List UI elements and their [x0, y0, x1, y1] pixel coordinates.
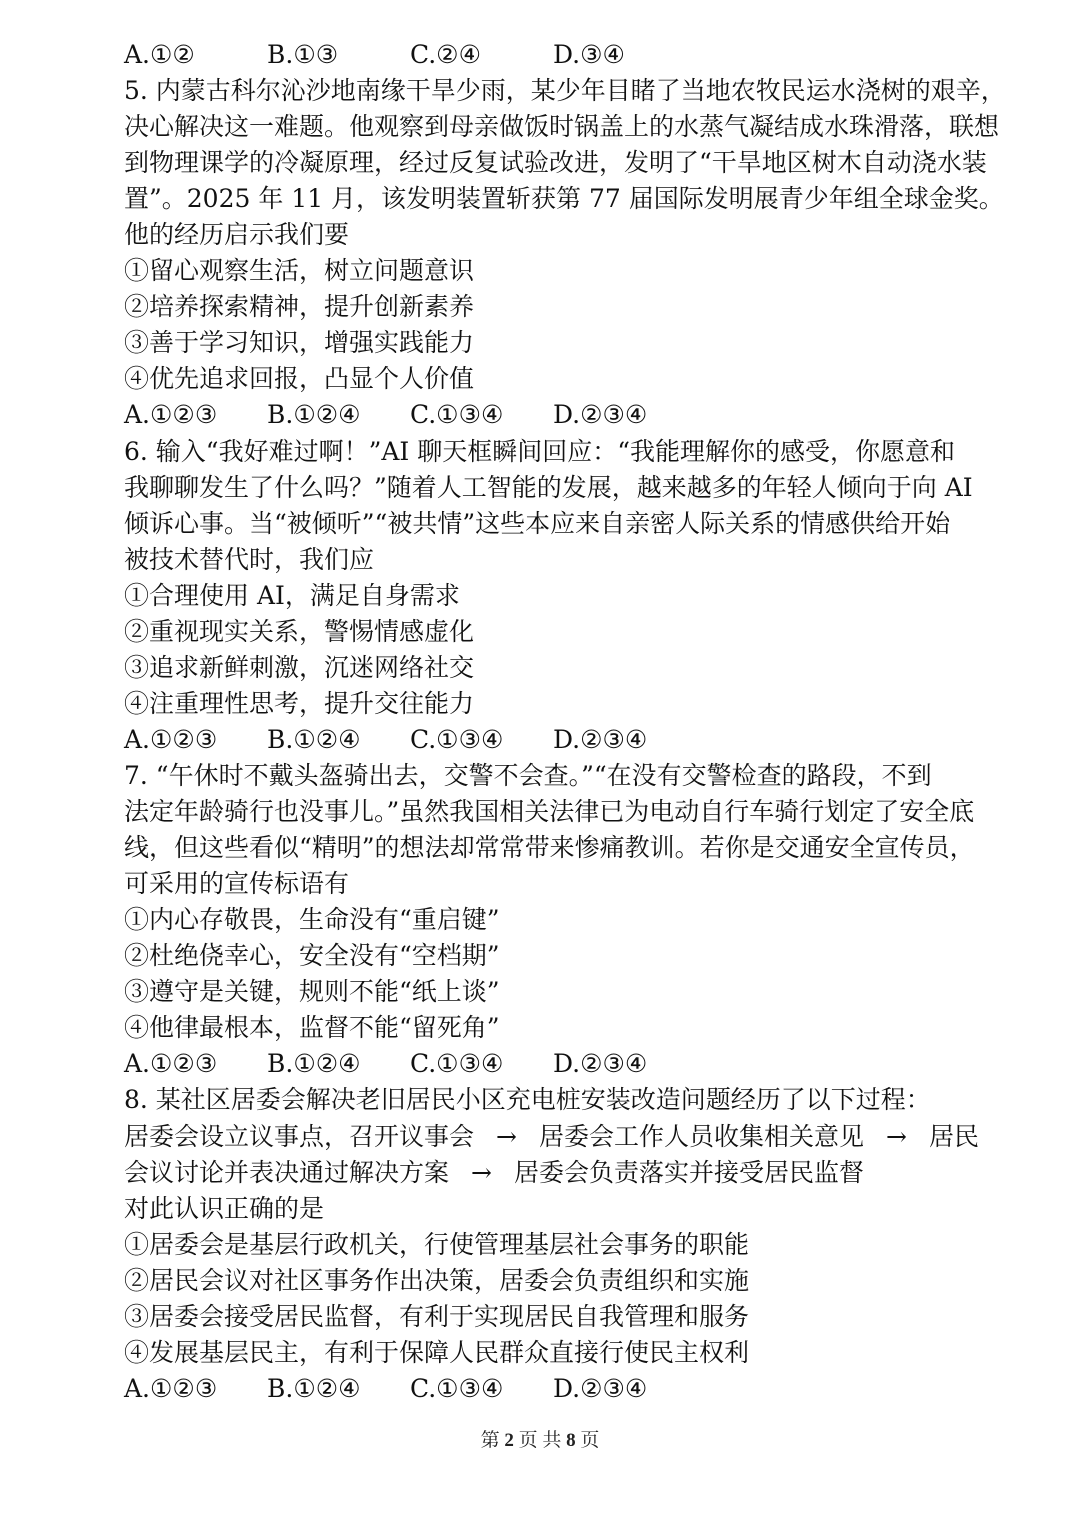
option-a: A.①②③	[124, 1049, 218, 1078]
q6-stem: 被技术替代时，我们应	[124, 545, 375, 574]
q5-statement: ①留心观察生活，树立问题意识	[124, 256, 475, 285]
q5-options	[124, 398, 647, 432]
option-a: A.①②③	[124, 1374, 218, 1403]
flow-step: 居委会设立议事点，召开议事会	[124, 1122, 475, 1151]
option-a: A.①②③	[124, 725, 218, 754]
q6-line: 倾诉心事。当“被倾听”“被共情”这些本应来自亲密人际关系的情感供给开始	[124, 509, 951, 538]
option-a: A.①②	[124, 40, 195, 69]
option-c: C.①③④	[410, 1374, 504, 1403]
arrow-right-icon: →	[496, 1122, 517, 1151]
q6-statement: ①合理使用 AI，满足自身需求	[124, 581, 460, 610]
arrow-right-icon: →	[885, 1122, 907, 1151]
q5-stem: 他的经历启示我们要	[124, 220, 350, 249]
option-c: C.①③④	[410, 725, 504, 754]
footer-text: 页 共	[518, 1430, 562, 1451]
q7-line: 7. “午休时不戴头盔骑出去，交警不会查。”“在没有交警检查的路段，不到	[124, 761, 932, 790]
q8-flow-line-1	[124, 1120, 979, 1154]
q5-statement: ④优先追求回报，凸显个人价值	[124, 364, 475, 393]
q8-options	[124, 1372, 647, 1406]
q8-statement: ③居委会接受居民监督，有利于实现居民自我管理和服务	[124, 1302, 750, 1331]
q8-statement: ①居委会是基层行政机关，行使管理基层社会事务的职能	[124, 1230, 750, 1259]
page-number-footer	[0, 1428, 1080, 1454]
q5-line: 置”。2025 年 11 月，该发明装置斩获第 77 届国际发明展青少年组全球金奖。	[124, 184, 1004, 213]
q6-line: 6. 输入“我好难过啊！”AI 聊天框瞬间回应：“我能理解你的感受，你愿意和	[124, 437, 956, 466]
option-b: B.①②④	[267, 400, 361, 429]
q7-statement: ①内心存敬畏，生命没有“重启键”	[124, 905, 500, 934]
q7-stem: 可采用的宣传标语有	[124, 869, 350, 898]
option-d: D.②③④	[553, 725, 648, 754]
q6-options	[124, 723, 647, 757]
flow-step: 居委会工作人员收集相关意见	[538, 1122, 864, 1151]
q7-statement: ④他律最根本，监督不能“留死角”	[124, 1013, 500, 1042]
footer-text: 第	[480, 1430, 500, 1451]
option-d: D.②③④	[553, 1049, 648, 1078]
q7-statement: ③遵守是关键，规则不能“纸上谈”	[124, 977, 500, 1006]
q8-flow-line-2	[124, 1156, 864, 1190]
q5-line: 决心解决这一难题。他观察到母亲做饭时锅盖上的水蒸气凝结成水珠滑落，联想	[124, 112, 1000, 141]
flow-step: 居委会负责落实并接受居民监督	[513, 1158, 864, 1187]
footer-text: 页	[580, 1430, 600, 1451]
q7-line: 线，但这些看似“精明”的想法却常常带来惨痛教训。若你是交通安全宣传员，	[124, 833, 975, 862]
q6-line: 我聊聊发生了什么吗？”随着人工智能的发展，越来越多的年轻人倾向于向 AI	[124, 473, 973, 502]
option-b: B.①③	[267, 40, 339, 69]
q5-line: 到物理课学的冷凝原理，经过反复试验改进，发明了“干旱地区树木自动浇水装	[124, 148, 987, 177]
option-c: C.①③④	[410, 1049, 504, 1078]
q7-statement: ②杜绝侥幸心，安全没有“空档期”	[124, 941, 500, 970]
q6-statement: ④注重理性思考，提升交往能力	[124, 689, 475, 718]
flow-step: 居民	[928, 1122, 979, 1151]
q7-options	[124, 1047, 647, 1081]
option-c: C.②④	[410, 40, 482, 69]
q8-intro: 8. 某社区居委会解决老旧居民小区充电桩安装改造问题经历了以下过程：	[124, 1085, 931, 1114]
q8-stem: 对此认识正确的是	[124, 1194, 325, 1223]
option-a: A.①②③	[124, 400, 218, 429]
option-d: D.②③④	[553, 1374, 648, 1403]
q6-statement: ③追求新鲜刺激，沉迷网络社交	[124, 653, 475, 682]
option-d: D.②③④	[553, 400, 648, 429]
option-c: C.①③④	[410, 400, 504, 429]
q4-options	[124, 38, 625, 72]
option-b: B.①②④	[267, 1049, 361, 1078]
q8-statement: ②居民会议对社区事务作出决策，居委会负责组织和实施	[124, 1266, 750, 1295]
q5-statement: ③善于学习知识，增强实践能力	[124, 328, 475, 357]
total-pages: 8	[566, 1430, 576, 1451]
q5-line: 5. 内蒙古科尔沁沙地南缘干旱少雨，某少年目睹了当地农牧民运水浇树的艰辛，	[124, 76, 1006, 105]
option-d: D.③④	[553, 40, 625, 69]
q7-line: 法定年龄骑行也没事儿。”虽然我国相关法律已为电动自行车骑行划定了安全底	[124, 797, 975, 826]
flow-step: 会议讨论并表决通过解决方案	[124, 1158, 450, 1187]
option-b: B.①②④	[267, 725, 361, 754]
arrow-right-icon: →	[471, 1158, 492, 1187]
q5-statement: ②培养探索精神，提升创新素养	[124, 292, 475, 321]
q6-statement: ②重视现实关系，警惕情感虚化	[124, 617, 475, 646]
current-page: 2	[504, 1430, 514, 1451]
q8-statement: ④发展基层民主，有利于保障人民群众直接行使民主权利	[124, 1338, 750, 1367]
option-b: B.①②④	[267, 1374, 361, 1403]
